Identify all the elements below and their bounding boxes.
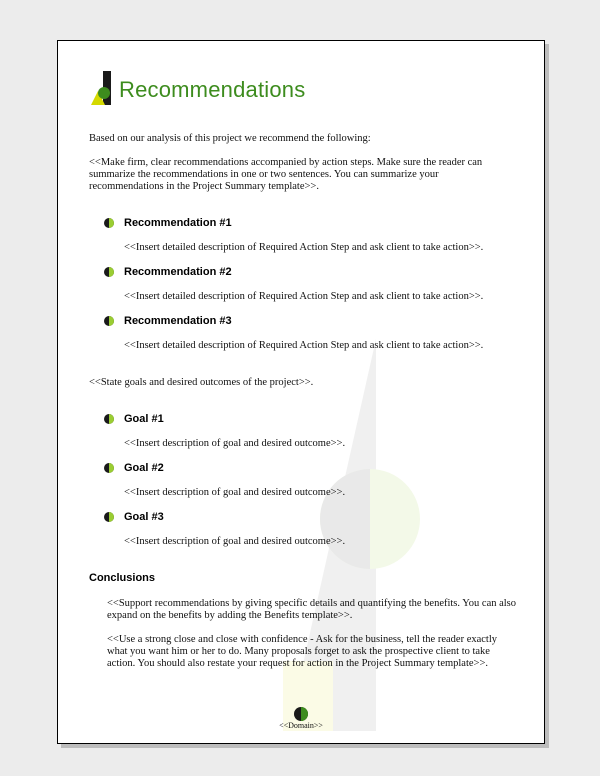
bullet-icon [104, 218, 114, 228]
recommendations-logo-icon [91, 71, 111, 105]
page-title: Recommendations [119, 77, 306, 102]
goal-description: <<Insert description of goal and desired outcome>>. [124, 536, 346, 547]
goal-description: <<Insert description of goal and desired outcome>>. [124, 487, 346, 498]
bullet-icon [104, 414, 114, 424]
recommendation-title: Recommendation #2 [124, 266, 232, 278]
recommendation-description: <<Insert detailed description of Required Action Step and ask client to take action>>. [124, 291, 484, 302]
document-page [57, 40, 545, 744]
bullet-icon [104, 512, 114, 522]
goal-description: <<Insert description of goal and desired outcome>>. [124, 438, 346, 449]
recommendation-description: <<Insert detailed description of Required Action Step and ask client to take action>>. [124, 340, 484, 351]
recommendation-title: Recommendation #1 [124, 217, 232, 229]
intro-text: Based on our analysis of this project we recommend the following: [89, 133, 371, 144]
bullet-icon [104, 316, 114, 326]
goal-title: Goal #2 [124, 462, 164, 474]
conclusions-paragraph: <<Support recommendations by giving specific details and quantifying the benefits. You can also expand on the benefits by adding the Benefits template>>. [107, 598, 517, 621]
bullet-icon [104, 463, 114, 473]
goals-note: <<State goals and desired outcomes of the project>>. [89, 377, 314, 388]
page-shadow-bottom [61, 744, 549, 748]
goal-title: Goal #3 [124, 511, 164, 523]
recommendations-note: <<Make firm, clear recommendations accompanied by action steps. Make sure the reader can summarize the recommendations in one or two sentences. You can summarize your recommendations in the Project Summary template>>. [89, 157, 483, 192]
goal-title: Goal #1 [124, 413, 164, 425]
footer-domain-label: <<Domain>> [279, 721, 323, 730]
footer-logo-icon [294, 707, 308, 721]
recommendation-description: <<Insert detailed description of Required Action Step and ask client to take action>>. [124, 242, 484, 253]
bullet-icon [104, 267, 114, 277]
page-shadow-right [545, 44, 549, 748]
recommendation-title: Recommendation #3 [124, 315, 232, 327]
conclusions-heading: Conclusions [89, 572, 156, 584]
conclusions-paragraph: <<Use a strong close and close with confidence - Ask for the business, tell the reader exactly what you want him or her to do. Many proposals forget to ask the prospective client to take action. You should also restate your request for action in the Project Summary template>>. [107, 634, 498, 669]
